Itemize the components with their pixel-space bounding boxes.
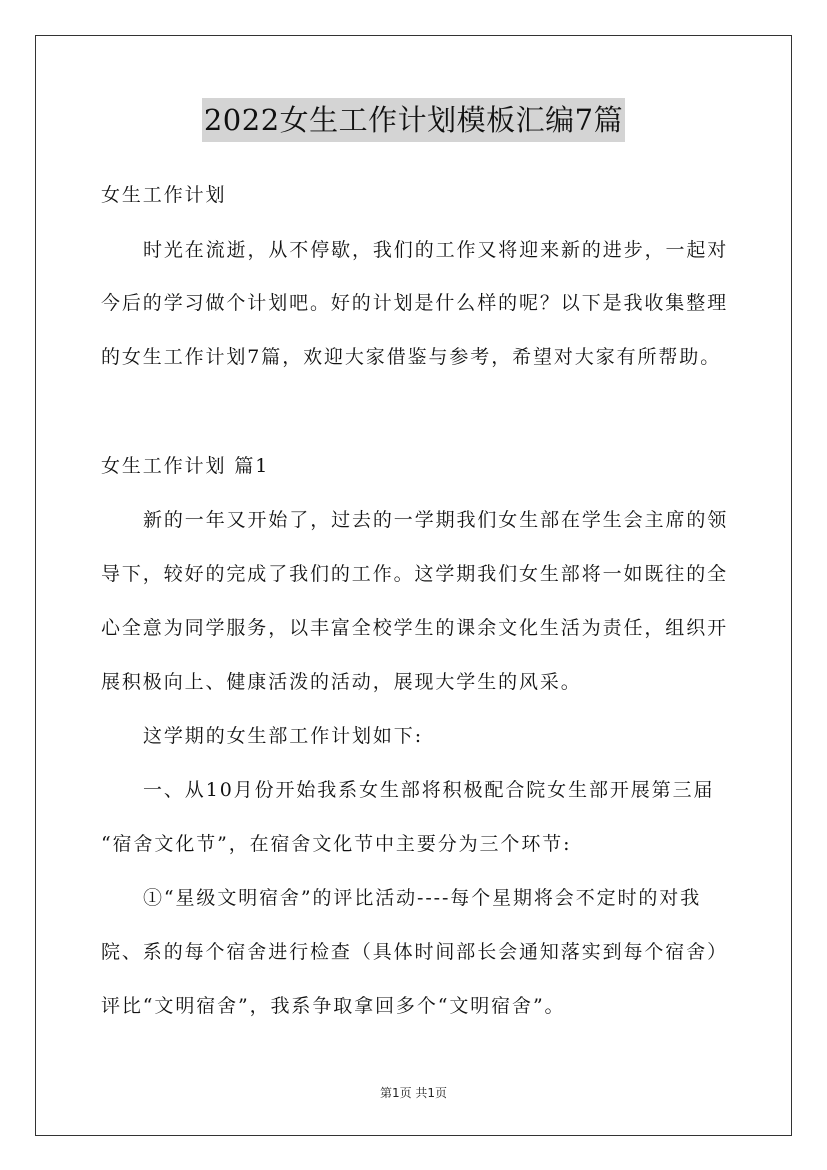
paragraph-line: 展积极向上、健康活泼的活动，展现大学生的风采。 [101,671,582,693]
paragraph-line: 新的一年又开始了，过去的一学期我们女生部在学生会主席的领 [143,509,729,531]
title-container [0,98,827,142]
section-heading: 女生工作计划 [101,184,227,206]
paragraph-line: 这学期的女生部工作计划如下: [143,725,424,747]
paragraph-line: 时光在流逝，从不停歇，我们的工作又将迎来新的进步，一起对 [143,239,729,261]
paragraph-line: “宿舍文化节”，在宿舍文化节中主要分为三个环节: [101,833,572,855]
paragraph-line: 心全意为同学服务，以丰富全校学生的课余文化生活为责任，组织开 [101,617,729,639]
paragraph-line: ①“星级文明宿舍”的评比活动----每个星期将会不定时的对我 [143,887,702,909]
paragraph-line: 院、系的每个宿舍进行检查（具体时间部长会通知落实到每个宿舍） [101,941,729,963]
page-footer: 第1页 共1页 [379,1086,448,1100]
paragraph-line: 评比“文明宿舍”，我系争取拿回多个“文明宿舍”。 [101,995,566,1017]
paragraph-line: 今后的学习做个计划吧。好的计划是什么样的呢？以下是我收集整理 [101,292,729,314]
document-title: 2022女生工作计划模板汇编7篇 [202,98,625,142]
paragraph-line: 一、从10月份开始我系女生部将积极配合院女生部开展第三届 [143,779,715,801]
paragraph-line: 的女生工作计划7篇，欢迎大家借鉴与参考，希望对大家有所帮助。 [101,346,722,368]
paragraph-line: 导下，较好的完成了我们的工作。这学期我们女生部将一如既往的全 [101,563,729,585]
section-heading: 女生工作计划 篇1 [101,455,270,477]
